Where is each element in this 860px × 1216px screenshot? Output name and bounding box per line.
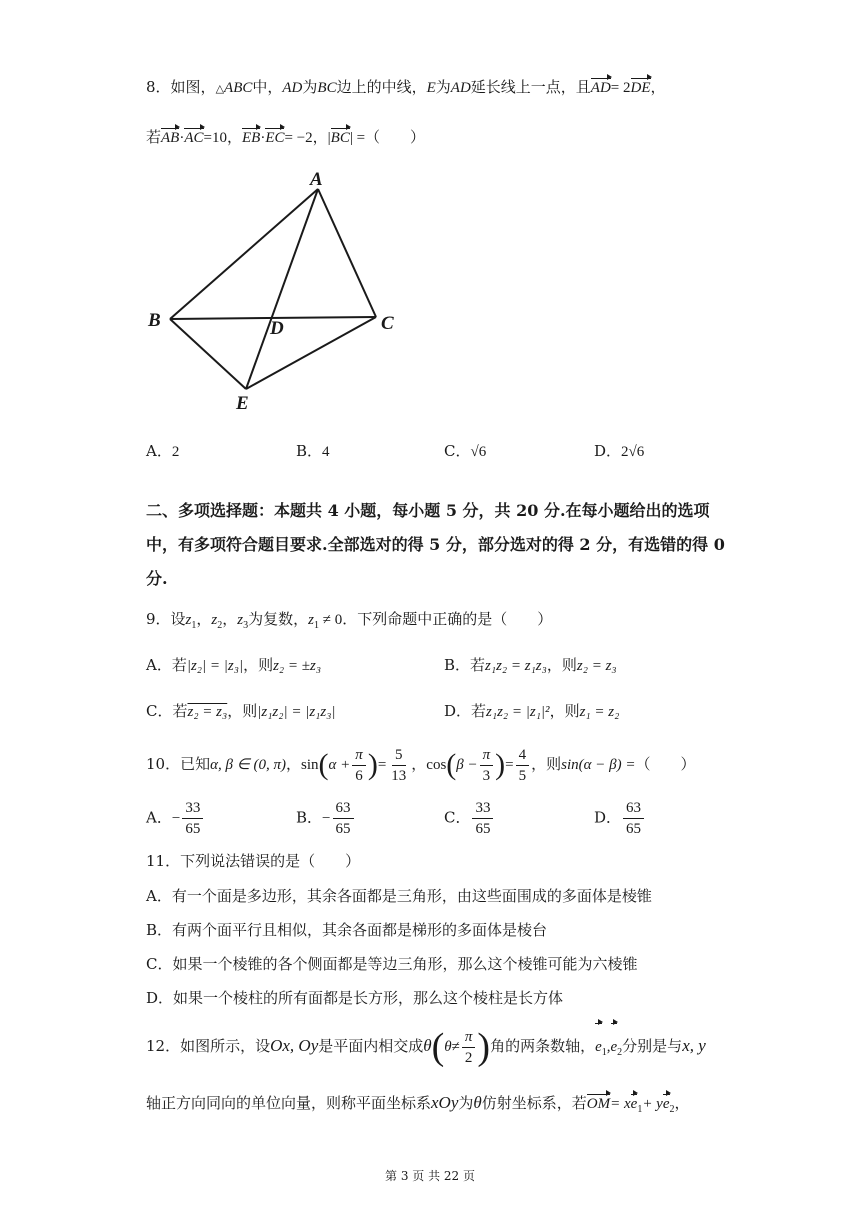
q8-text: ， (650, 78, 666, 96)
option-label: B．若 (444, 656, 486, 674)
q12-xoy: xOy (431, 1093, 459, 1112)
option-label: A．若 (146, 656, 187, 674)
q8-text: 中， (252, 78, 283, 96)
frac-pi-2 (462, 1027, 476, 1068)
q8-line2 (146, 126, 425, 147)
q9-option-c (146, 700, 336, 721)
q12-text: 仿射坐标系，若 (481, 1094, 587, 1112)
sin-arg: α + (328, 757, 351, 773)
q12-text: 为 (458, 1094, 474, 1112)
vector-e2: e (611, 1025, 618, 1069)
q12-text: 角的两条数轴， (490, 1037, 596, 1055)
q10-domain: α, β ∈ (0, π) (210, 757, 287, 773)
q10-target: sin(α − β) = (561, 757, 636, 773)
frac-den: 2 (464, 1049, 473, 1066)
q10-text: ， (411, 755, 427, 773)
frac-num: 33 (182, 798, 203, 819)
q11-option-a: A．有一个面是多边形，其余各面都是三角形，由这些面围成的多面体是棱锥 (146, 887, 652, 905)
frac-num: π (352, 745, 366, 766)
q8-text: 边上的中线， (336, 78, 427, 96)
q12-eq: + y (642, 1096, 663, 1112)
vector-e1: e (630, 1096, 638, 1112)
paren-left: ( (431, 1026, 445, 1068)
q10-text: ，则 (531, 755, 562, 773)
q10-text: ， (286, 755, 302, 773)
z1: z (185, 612, 192, 628)
segment-ab (170, 189, 318, 319)
q12-text: 分别是与 (622, 1037, 683, 1055)
option-label: A． (146, 808, 172, 827)
z2: z (211, 612, 218, 628)
frac-num: 4 (516, 745, 530, 766)
q10-stem (146, 744, 696, 786)
q8-option-a (146, 440, 179, 461)
q9-text: 为复数， (248, 610, 309, 628)
comma: , (606, 1039, 611, 1055)
option-frac (182, 798, 203, 839)
frac-den: 3 (482, 767, 491, 784)
option-frac (472, 798, 493, 839)
vector-de: DE (630, 80, 651, 96)
q8-text: 如图， (170, 78, 216, 96)
paren-right: ) (367, 748, 378, 781)
frac-den: 65 (185, 821, 201, 837)
q12-text: 12．如图所示，设 (146, 1037, 271, 1055)
paren-left: ( (446, 748, 457, 781)
q8-eq: =10， (203, 130, 242, 146)
q8-text: 延长线上一点，且 (470, 78, 591, 96)
q9-text: ， (196, 610, 212, 628)
frac-den: 65 (335, 821, 351, 837)
frac-num: 33 (472, 798, 493, 819)
dot-symbol: · (179, 130, 185, 146)
frac-num: π (462, 1027, 476, 1048)
option-cond: z₂ = z₃ (187, 704, 228, 720)
q8-e: E (426, 80, 436, 96)
option-cond: |z₂| = |z₃| (186, 658, 244, 674)
frac-pi-6 (352, 745, 366, 786)
q10-option-c (444, 798, 495, 839)
option-text: ，则 (227, 702, 258, 720)
sub: 1 (637, 1104, 643, 1115)
q8-number: 8． (146, 78, 171, 96)
option-value: √6 (470, 444, 487, 460)
q10-text: 10．已知 (146, 755, 211, 773)
sin-fn: sin (301, 757, 319, 773)
q12-axes: Ox, Oy (270, 1036, 319, 1055)
segment-ce (246, 317, 376, 389)
page-footer: 第 3 页 共 22 页 (385, 1169, 475, 1183)
cos-arg: β − (456, 757, 478, 773)
q8-eq: = 2 (610, 80, 631, 96)
z3: z (237, 612, 244, 628)
q8-line1 (146, 76, 666, 97)
label-b: B (148, 310, 161, 331)
q12-text: 轴正方向同向的单位向量，则称平面坐标系 (146, 1094, 432, 1112)
q9-option-b (444, 654, 617, 675)
option-sign: − (171, 810, 181, 827)
paren-right: ) (477, 1026, 491, 1068)
sub: 1 (313, 620, 319, 631)
segment-be (170, 319, 246, 389)
option-label: D． (594, 808, 622, 827)
q9-cond: ≠ 0 (318, 612, 343, 628)
q10-option-a (146, 798, 205, 839)
vector-ac: AC (184, 130, 204, 146)
q12-eq: = x (610, 1096, 631, 1112)
vector-e1: e (595, 1025, 602, 1069)
q9-option-d (444, 700, 619, 721)
frac-den: 65 (626, 821, 642, 837)
option-cond: z₁z₂ = z₁z₃ (485, 658, 547, 674)
sub: 1 (601, 1047, 607, 1058)
label-d: D (270, 318, 284, 339)
q8-bc: BC (317, 80, 337, 96)
neq: ≠ (451, 1039, 460, 1055)
vector-e2: e (662, 1096, 670, 1112)
q11-option-c: C．如果一个棱锥的各个侧面都是等边三角形，那么这个棱锥可能为六棱锥 (146, 955, 638, 973)
q10-option-d (594, 798, 646, 839)
option-label: C．若 (146, 702, 188, 720)
sub: 3 (243, 620, 249, 631)
option-text: ，则 (549, 702, 580, 720)
q12-text: ， (674, 1094, 690, 1112)
frac-5-13 (388, 745, 409, 786)
q8-text: 为 (435, 78, 451, 96)
sub: 1 (191, 620, 197, 631)
option-result: z₂ = z₃ (576, 658, 617, 674)
eq: = (377, 757, 387, 773)
q8-text: 若 (146, 128, 162, 146)
q11-stem: 11．下列说法错误的是（ ） (146, 852, 361, 870)
q8-option-c (444, 440, 486, 461)
vector-ad: AD (590, 80, 611, 96)
label-c: C (381, 313, 394, 334)
eq: = (505, 757, 514, 773)
q11-option-d: D．如果一个棱柱的所有面都是长方形，那么这个棱柱是长方体 (146, 989, 564, 1007)
frac-num: 63 (623, 798, 644, 819)
option-frac (623, 798, 644, 839)
paren-right: ) (495, 748, 506, 781)
frac-den: 13 (391, 767, 407, 784)
q9-stem (146, 608, 552, 631)
segment-ac (318, 189, 376, 317)
vector-ec: EC (265, 130, 285, 146)
q8-ad: AD (450, 80, 471, 96)
option-cond: z₁z₂ = |z₁|² (486, 704, 550, 720)
q8-ad: AD (282, 80, 303, 96)
q8-text: 为 (302, 78, 318, 96)
section-2-heading: 二、多项选择题：本题共 4 小题，每小题 5 分，共 20 分.在每小题给出的选项中，有多项符合题目要求.全部选对的得 5 分，部分选对的得 2 分，有选错的得 0 分. (146, 501, 725, 588)
theta: θ (423, 1036, 432, 1055)
q9-option-a (146, 654, 321, 675)
triangle-symbol: △ (215, 82, 225, 95)
q8-option-d (594, 440, 644, 461)
dot-symbol: · (260, 130, 266, 146)
q8-abc: ABC (224, 80, 253, 96)
option-text: ，则 (243, 656, 274, 674)
q11-option-b: B．有两个面平行且相似，其余各面都是梯形的多面体是棱台 (146, 921, 548, 939)
option-result: z₁ = z₂ (579, 704, 620, 720)
q8-figure (140, 165, 420, 415)
vector-eb: EB (241, 130, 261, 146)
option-sign: − (322, 810, 331, 827)
option-value: 2√6 (621, 444, 645, 460)
option-frac (333, 798, 354, 839)
frac-den: 6 (355, 767, 363, 784)
q10-answer-paren: （ ） (635, 755, 696, 773)
q12-line2 (146, 1092, 690, 1115)
paren-left: ( (318, 748, 329, 781)
q12-xy: x, y (682, 1036, 706, 1055)
option-label: A． (146, 442, 172, 460)
theta: θ (444, 1039, 452, 1055)
q10-option-b (296, 798, 356, 839)
frac-pi-3 (480, 745, 494, 786)
z1: z (308, 612, 314, 628)
vector-ab: AB (161, 130, 180, 146)
option-value: 2 (171, 444, 180, 460)
option-text: ，则 (546, 656, 577, 674)
q9-text: 9．设 (146, 610, 186, 628)
q9-text: ．下列命题中正确的是（ ） (342, 610, 553, 628)
frac-den: 5 (518, 767, 527, 784)
frac-den: 65 (475, 821, 491, 837)
option-label: C． (444, 808, 471, 827)
option-label: B． (296, 808, 323, 827)
sub: 2 (217, 620, 223, 631)
vector-bc: BC (330, 130, 350, 146)
label-e: E (236, 393, 249, 414)
frac-4-5 (516, 745, 530, 786)
frac-num: 63 (333, 798, 354, 819)
cos-fn: cos (426, 757, 447, 773)
q8-eq: = −2， (284, 130, 328, 146)
theta: θ (473, 1093, 482, 1112)
q12-line1 (146, 1024, 706, 1075)
q9-text: ， (222, 610, 238, 628)
sub: 2 (617, 1047, 623, 1058)
segment-ae (246, 189, 318, 389)
abs-bar: | (327, 130, 331, 146)
option-result: z₂ = ±z₃ (273, 658, 322, 674)
option-result: |z₁z₂| = |z₁z₃| (257, 704, 336, 720)
frac-num: π (480, 745, 494, 766)
label-a: A (310, 169, 323, 190)
option-value: 4 (322, 444, 330, 460)
option-label: B． (296, 442, 323, 460)
frac-num: 5 (392, 745, 406, 766)
option-label: D． (594, 442, 622, 460)
vector-om: OM (586, 1096, 611, 1112)
q8-option-b (296, 440, 330, 461)
q12-text: 是平面内相交成 (318, 1037, 424, 1055)
q8-answer-paren: | =（ ） (349, 130, 426, 146)
option-label: D．若 (444, 702, 487, 720)
sub: 2 (669, 1104, 675, 1115)
option-label: C． (444, 442, 471, 460)
